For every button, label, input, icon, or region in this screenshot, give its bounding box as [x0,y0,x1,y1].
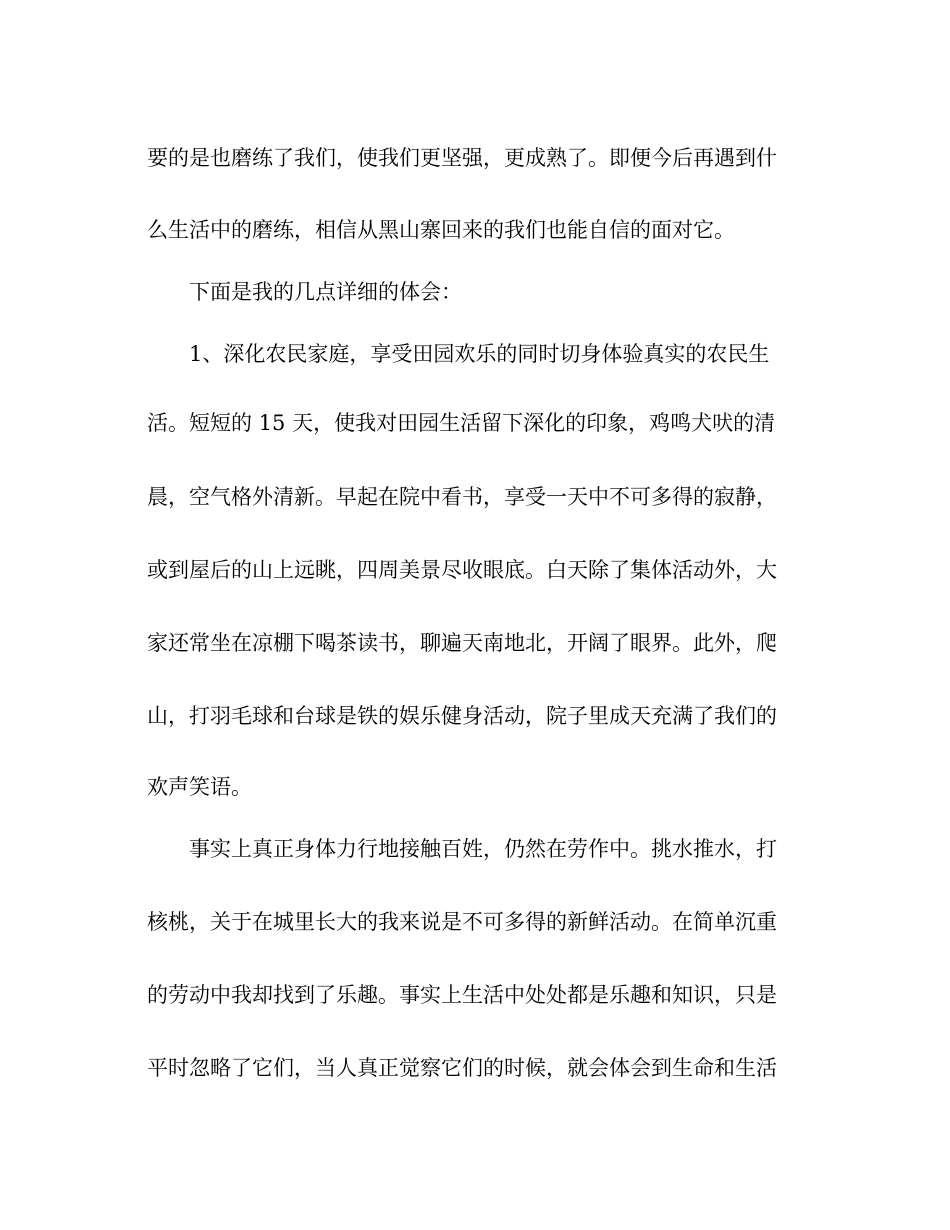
text-line: 平时忽略了它们，当人真正觉察它们的时候，就会体会到生命和生活 [147,1056,777,1080]
text-line: 活。短短的 15 天，使我对田园生活留下深化的印象，鸡鸣犬吠的清 [147,411,776,435]
text-line: 1、深化农民家庭，享受田园欢乐的同时切身体验真实的农民生 [189,342,770,366]
text-line: 家还常坐在凉棚下喝茶读书，聊遍天南地北，开阔了眼界。此外，爬 [147,631,777,655]
text-line: 事实上真正身体力行地接触百姓，仍然在劳作中。挑水推水，打 [189,837,777,861]
text-line: 要的是也磨练了我们，使我们更坚强，更成熟了。即便今后再遇到什 [147,146,777,170]
text-line: 晨，空气格外清新。早起在院中看书，享受一天中不可多得的寂静， [147,485,777,509]
text-line: 欢声笑语。 [147,775,252,799]
text-line: 下面是我的几点详细的体会： [189,280,462,304]
text-line: 核桃，关于在城里长大的我来说是不可多得的新鲜活动。在简单沉重 [147,910,777,934]
text-line: 或到屋后的山上远眺，四周美景尽收眼底。白天除了集体活动外，大 [147,558,777,582]
text-line: 山，打羽毛球和台球是铁的娱乐健身活动，院子里成天充满了我们的 [147,704,777,728]
text-line: 的劳动中我却找到了乐趣。事实上生活中处处都是乐趣和知识，只是 [147,983,777,1007]
text-line: 么生活中的磨练，相信从黑山寨回来的我们也能自信的面对它。 [147,218,735,242]
